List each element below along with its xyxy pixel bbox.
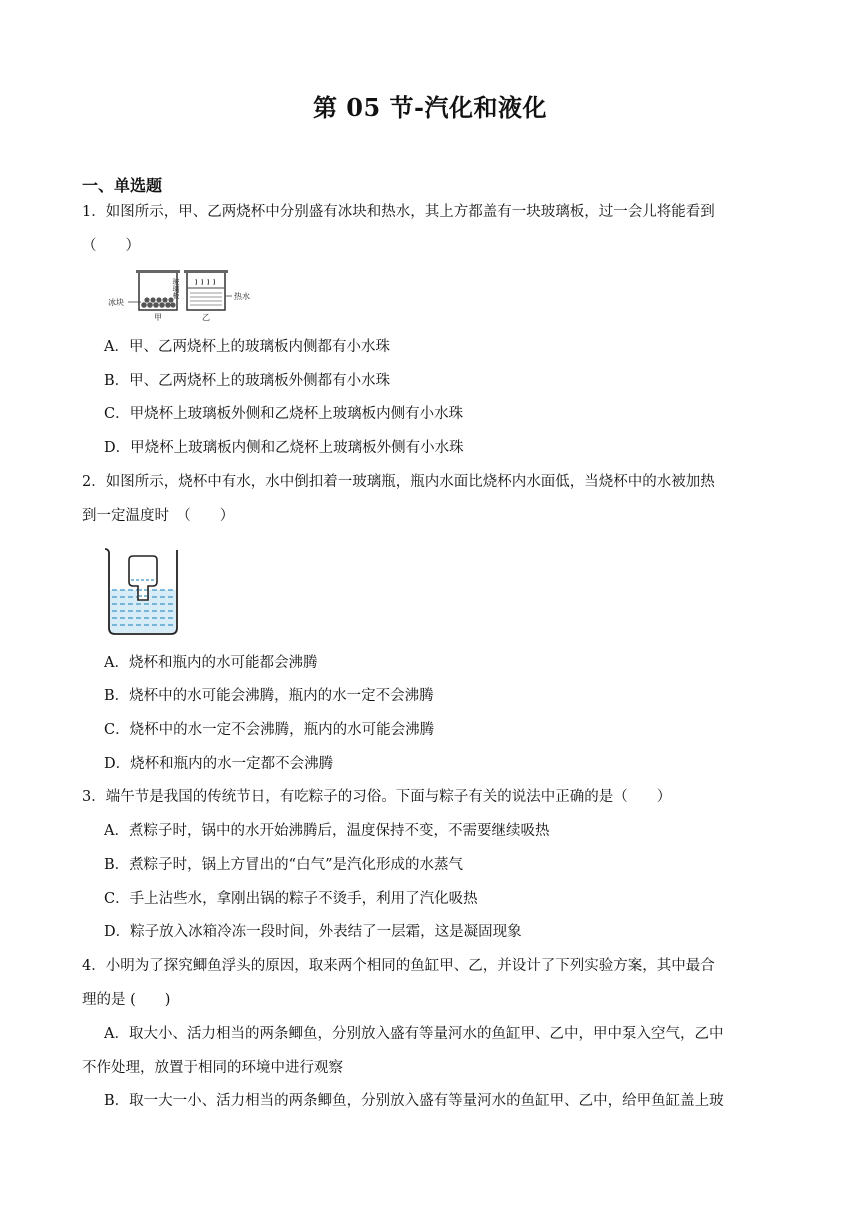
figure-label-glass: 玻璃板 [172,278,180,299]
question-2-paren: 到一定温度时 （ ） [82,508,235,524]
question-3-option-a: A．煮粽子时，锅中的水开始沸腾后，温度保持不变，不需要继续吸热 [104,823,550,839]
question-3-option-d: D．粽子放入冰箱冷冻一段时间，外表结了一层霜，这是凝固现象 [104,924,522,940]
question-3-option-b: B．煮粽子时，锅上方冒出的“白气”是汽化形成的水蒸气 [104,857,463,873]
question-1-option-b: B．甲、乙两烧杯上的玻璃板外侧都有小水珠 [104,373,391,389]
question-2-option-b: B．烧杯中的水可能会沸腾，瓶内的水一定不会沸腾 [104,688,434,704]
question-3-text: 3．端午节是我国的传统节日，有吃粽子的习俗。下面与粽子有关的说法中正确的是（ ） [82,789,672,805]
question-2-figure [102,546,184,638]
question-2-option-a: A．烧杯和瓶内的水可能都会沸腾 [104,655,318,671]
question-4-option-a: A．取大小、活力相当的两条鲫鱼，分别放入盛有等量河水的鱼缸甲、乙中，甲中泵入空气，乙中 [104,1026,724,1042]
question-1-figure [108,266,268,322]
figure-label-hot-water: 热水 [234,292,250,301]
section-heading: 一、单选题 [82,176,163,195]
question-4-text: 4．小明为了探究鲫鱼浮头的原因，取来两个相同的鱼缸甲、乙，并设计了下列实验方案，其中最合 [82,958,715,974]
question-2-option-c: C．烧杯中的水一定不会沸腾，瓶内的水可能会沸腾 [104,722,435,738]
question-4-paren: 理的是 ( ) [82,992,171,1008]
question-1-paren: （ ） [82,238,140,254]
question-4-option-a-cont: 不作处理，放置于相同的环境中进行观察 [82,1060,343,1076]
question-4-option-b: B．取一大一小、活力相当的两条鲫鱼，分别放入盛有等量河水的鱼缸甲、乙中，给甲鱼缸盖上玻 [104,1093,724,1109]
question-2-option-d: D．烧杯和瓶内的水一定都不会沸腾 [104,756,334,772]
page-title: 第 05 节-汽化和液化 [312,93,548,122]
figure-label-jia: 甲 [154,313,162,322]
figure-label-ice: 冰块 [108,298,124,307]
question-1-option-a: A．甲、乙两烧杯上的玻璃板内侧都有小水珠 [104,339,390,355]
question-2-text: 2．如图所示，烧杯中有水，水中倒扣着一玻璃瓶，瓶内水面比烧杯内水面低，当烧杯中的水被加热 [82,474,715,490]
question-1-option-c: C．甲烧杯上玻璃板外侧和乙烧杯上玻璃板内侧有小水珠 [104,406,464,422]
question-1-option-d: D．甲烧杯上玻璃板内侧和乙烧杯上玻璃板外侧有小水珠 [104,440,464,456]
figure-label-yi: 乙 [202,313,210,322]
question-3-option-c: C．手上沾些水，拿刚出锅的粽子不烫手，利用了汽化吸热 [104,891,478,907]
question-1-text: 1．如图所示，甲、乙两烧杯中分别盛有冰块和热水，其上方都盖有一块玻璃板，过一会儿将能看到 [82,204,715,220]
